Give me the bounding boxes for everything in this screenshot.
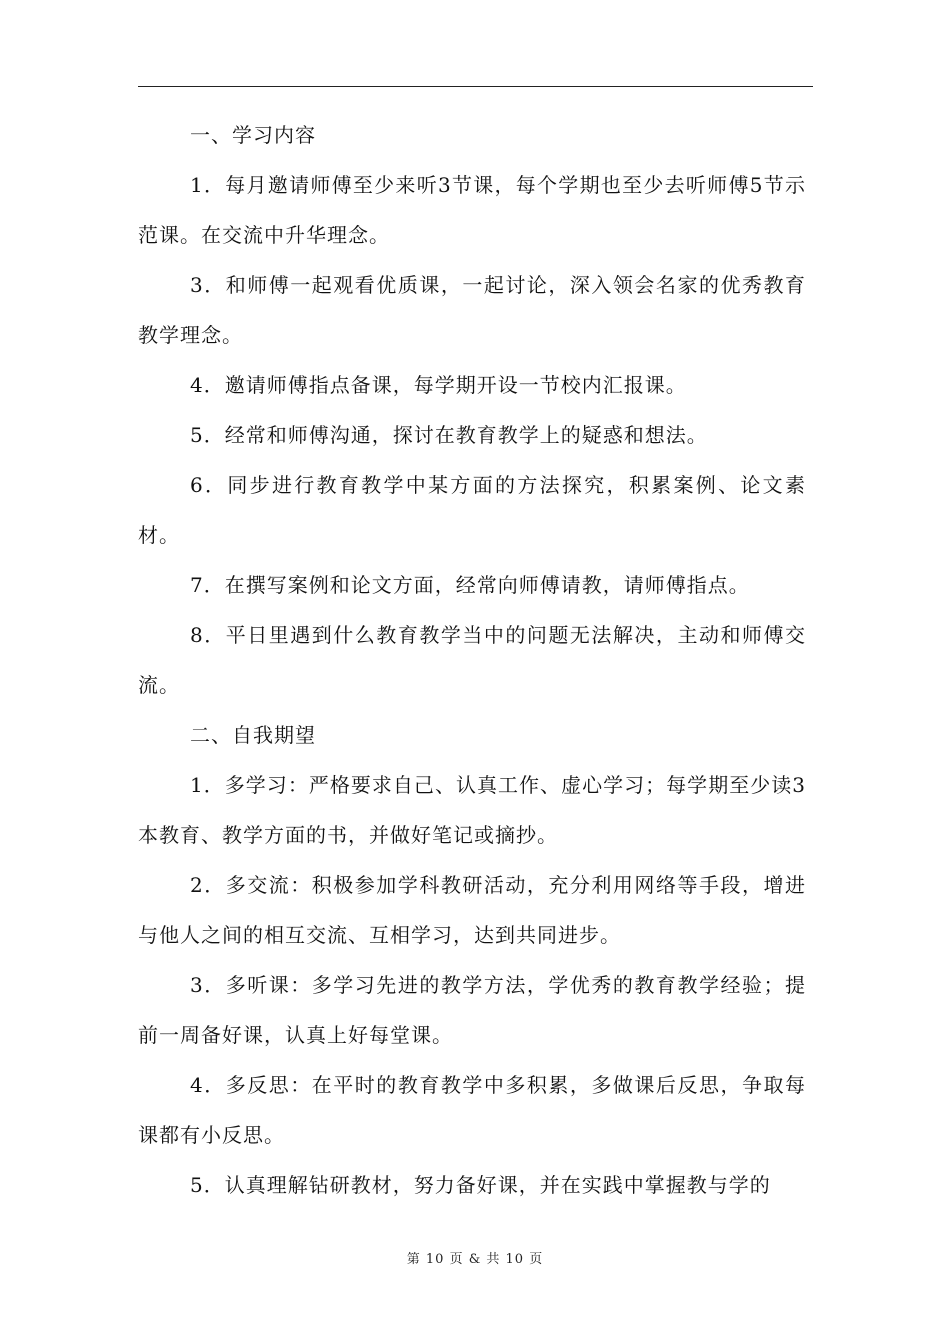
paragraph: 4．邀请师傅指点备课，每学期开设一节校内汇报课。 xyxy=(190,373,687,397)
paragraph: 2．多交流：积极参加学科教研活动，充分利用网络等手段，增进与他人之间的相互交流、互相学习，达到共同进步。 xyxy=(138,873,806,947)
page-footer: 第 10 页 & 共 10 页 xyxy=(406,1252,544,1267)
paragraph: 5．认真理解钻研教材，努力备好课，并在实践中掌握教与学的 xyxy=(190,1173,771,1197)
paragraph: 8．平日里遇到什么教育教学当中的问题无法解决，主动和师傅交流。 xyxy=(138,623,806,697)
document-body xyxy=(138,110,806,1210)
section-heading-self-expectation: 二、自我期望 xyxy=(190,723,316,747)
header-rule xyxy=(138,86,813,87)
paragraph: 7．在撰写案例和论文方面，经常向师傅请教，请师傅指点。 xyxy=(190,573,750,597)
paragraph: 3．和师傅一起观看优质课，一起讨论，深入领会名家的优秀教育教学理念。 xyxy=(138,273,806,347)
paragraph: 3．多听课：多学习先进的教学方法，学优秀的教育教学经验；提前一周备好课，认真上好每堂课。 xyxy=(138,973,806,1047)
paragraph: 4．多反思：在平时的教育教学中多积累，多做课后反思，争取每课都有小反思。 xyxy=(138,1073,806,1147)
paragraph: 5．经常和师傅沟通，探讨在教育教学上的疑惑和想法。 xyxy=(190,423,708,447)
paragraph: 6．同步进行教育教学中某方面的方法探究，积累案例、论文素材。 xyxy=(138,473,806,547)
paragraph: 1．每月邀请师傅至少来听3节课，每个学期也至少去听师傅5节示范课。在交流中升华理念。 xyxy=(138,173,806,247)
section-heading-study-content: 一、学习内容 xyxy=(190,123,316,147)
paragraph: 1．多学习：严格要求自己、认真工作、虚心学习；每学期至少读3本教育、教学方面的书，并做好笔记或摘抄。 xyxy=(138,773,806,847)
